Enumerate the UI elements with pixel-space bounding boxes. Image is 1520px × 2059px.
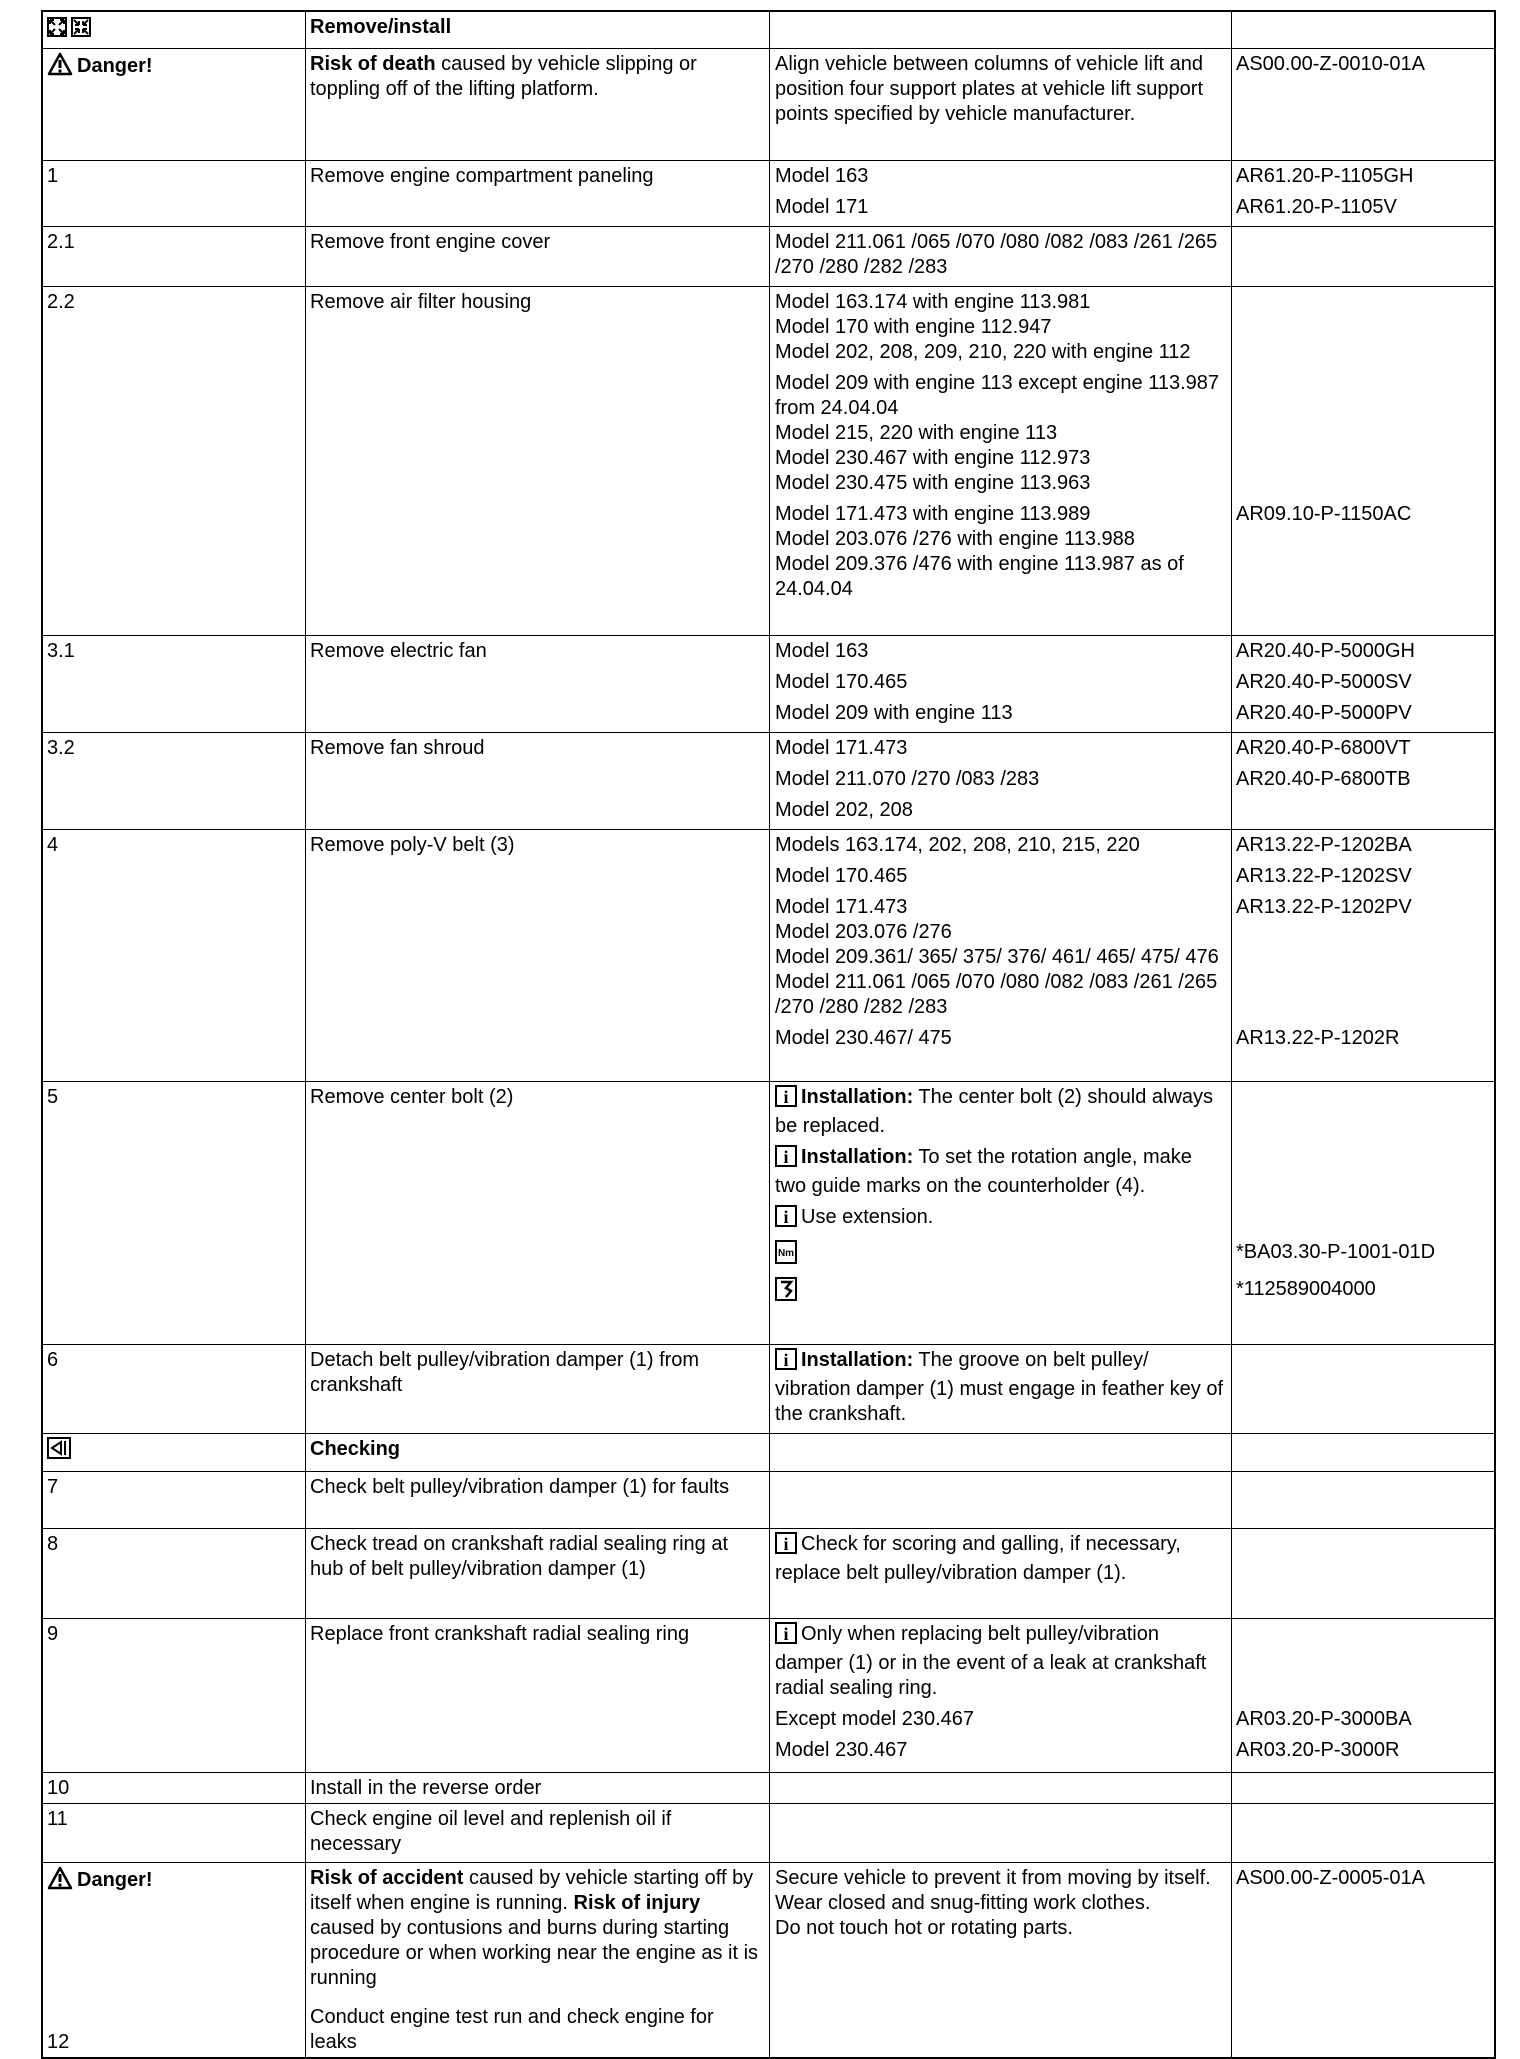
document-reference bbox=[1231, 1205, 1496, 1234]
step-action: Replace front crankshaft radial sealing ring bbox=[306, 1619, 770, 1772]
step-row bbox=[43, 1773, 1494, 1804]
step-action: Remove fan shroud bbox=[306, 733, 770, 829]
danger-label bbox=[47, 52, 300, 83]
detail-entry bbox=[770, 1738, 1496, 1763]
step-action: Remove center bolt (2) bbox=[306, 1082, 770, 1344]
checking-section-row bbox=[43, 1434, 1494, 1472]
step-row bbox=[43, 227, 1494, 287]
info-icon bbox=[775, 1532, 797, 1561]
detail-entry bbox=[770, 1205, 1496, 1234]
danger-cell bbox=[43, 1863, 306, 2057]
detail-text-content: Model 230.467 bbox=[775, 1739, 908, 1761]
section-title-cell bbox=[306, 1434, 770, 1471]
detail-text bbox=[770, 736, 1231, 761]
detail-entry bbox=[770, 895, 1496, 1020]
step-number: 9 bbox=[43, 1619, 306, 1772]
step-row bbox=[43, 287, 1494, 636]
detail-entry bbox=[770, 227, 1496, 280]
danger-text-cell bbox=[306, 49, 770, 160]
step-row bbox=[43, 636, 1494, 733]
step-number: 4 bbox=[43, 830, 306, 1081]
svg-text:i: i bbox=[783, 1087, 789, 1107]
document-reference[interactable]: AR13.22-P-1202BA bbox=[1236, 834, 1412, 856]
detail-entry bbox=[770, 1240, 1496, 1271]
step-details bbox=[770, 287, 1496, 635]
step-details bbox=[770, 733, 1496, 829]
detail-text-content: Model 171.473 bbox=[775, 737, 908, 759]
document-reference[interactable]: AR13.22-P-1202SV bbox=[1236, 865, 1412, 887]
detail-text bbox=[770, 1240, 1231, 1271]
step-row bbox=[43, 1529, 1494, 1619]
step-details bbox=[770, 1619, 1496, 1772]
step-number: 2.2 bbox=[43, 287, 306, 635]
detail-text-content: Model 163.174 with engine 113.981 Model 170 with engine 112.947 Model 202, 208, 209, 210, 220 with engine 112 bbox=[775, 291, 1191, 363]
step-details bbox=[770, 227, 1496, 286]
document-reference bbox=[1231, 798, 1496, 823]
detail-entry bbox=[770, 798, 1496, 823]
step-row bbox=[43, 1082, 1494, 1345]
detail-text-content: Model 171 bbox=[775, 196, 869, 218]
step-number: 11 bbox=[43, 1804, 306, 1862]
info-icon bbox=[775, 1085, 797, 1114]
detail-text bbox=[770, 767, 1231, 792]
detail-text bbox=[770, 895, 1231, 1020]
document-reference[interactable]: AR20.40-P-5000GH bbox=[1236, 640, 1415, 662]
document-reference[interactable]: AR13.22-P-1202R bbox=[1236, 1027, 1400, 1049]
detail-text bbox=[770, 1348, 1231, 1427]
info-icon bbox=[775, 1205, 797, 1234]
detail-text-content: Model 202, 208 bbox=[775, 799, 913, 821]
emphasis-text: Risk of injury bbox=[573, 1892, 701, 1914]
danger-label-text: Danger! bbox=[77, 55, 153, 77]
section-title-cell bbox=[306, 12, 770, 48]
detail-entry bbox=[770, 767, 1496, 792]
step-number: 3.2 bbox=[43, 733, 306, 829]
detail-text bbox=[770, 371, 1231, 496]
detail-text-content: Model 171.473 with engine 113.989 Model 203.076 /276 with engine 113.988 Model 209.376 /476 with engine 113.987 as of 24.04.04 bbox=[775, 503, 1184, 600]
body-text: caused by vehicle starting off by itself when engine is running. bbox=[310, 1867, 754, 1914]
detail-text bbox=[770, 670, 1231, 695]
document-reference bbox=[1231, 1532, 1496, 1586]
step-number: 12 bbox=[47, 2031, 70, 2053]
danger-cell bbox=[43, 49, 306, 160]
svg-text:i: i bbox=[783, 1350, 789, 1370]
detail-text bbox=[770, 864, 1231, 889]
detail-text-content: Model 209 with engine 113 except engine 113.987 from 24.04.04 Model 215, 220 with engine 113 Model 230.467 with engine 112.973 Model 230.475 with engine 113.963 bbox=[775, 372, 1220, 494]
detail-entry bbox=[770, 1277, 1496, 1308]
empty-cell bbox=[770, 1434, 1496, 1471]
detail-entry bbox=[770, 1145, 1496, 1199]
step-action: Remove engine compartment paneling bbox=[306, 161, 770, 226]
step-details bbox=[770, 636, 1496, 732]
checking-icon-cell bbox=[43, 1434, 306, 1471]
detail-text-content: Check for scoring and galling, if necessary, replace belt pulley/vibration damper (1). bbox=[775, 1533, 1181, 1584]
step-number: 5 bbox=[43, 1082, 306, 1344]
step-number: 10 bbox=[43, 1773, 306, 1803]
detail-entry bbox=[770, 1529, 1496, 1586]
detail-entry bbox=[770, 636, 1496, 664]
detail-entry bbox=[770, 161, 1496, 189]
step-action: Remove air filter housing bbox=[306, 287, 770, 635]
detail-entry bbox=[770, 1619, 1496, 1701]
step-row bbox=[43, 733, 1494, 830]
note-label: Installation: bbox=[801, 1349, 914, 1371]
detail-entry bbox=[770, 502, 1496, 602]
collapse-icon[interactable] bbox=[71, 17, 91, 44]
header-icons-cell bbox=[43, 12, 306, 48]
special-tool-icon bbox=[775, 1277, 797, 1308]
instruction-text: Align vehicle between columns of vehicle lift and position four support plates at vehicle lift support points specified by vehicle manufacturer. bbox=[775, 53, 1204, 125]
step-details bbox=[770, 1804, 1496, 1862]
detail-text-content: To set the rotation angle, make two guide marks on the counterholder (4). bbox=[775, 1146, 1192, 1197]
detail-entry bbox=[770, 287, 1496, 365]
step-details bbox=[770, 1082, 1496, 1344]
detail-entry bbox=[770, 670, 1496, 695]
detail-text-content: Model 211.061 /065 /070 /080 /082 /083 /261 /265 /270 /280 /282 /283 bbox=[775, 231, 1218, 278]
danger-row bbox=[43, 1863, 1494, 2057]
expand-icon[interactable] bbox=[47, 17, 67, 44]
document-reference[interactable]: *BA03.30-P-1001-01D bbox=[1236, 1241, 1436, 1263]
step-row bbox=[43, 1804, 1494, 1863]
step-number: 8 bbox=[43, 1529, 306, 1618]
detail-text bbox=[770, 1622, 1231, 1701]
step-row bbox=[43, 1345, 1494, 1434]
step-action: Check engine oil level and replenish oil if necessary bbox=[306, 1804, 770, 1862]
step-action: Remove front engine cover bbox=[306, 227, 770, 286]
detail-text bbox=[770, 1738, 1231, 1763]
svg-text:i: i bbox=[783, 1207, 789, 1227]
step-number: 3.1 bbox=[43, 636, 306, 732]
instruction-cell bbox=[770, 49, 1496, 160]
step-action: Conduct engine test run and check engine for leaks bbox=[310, 2006, 714, 2053]
document-reference[interactable]: AR09.10-P-1150AC bbox=[1236, 503, 1412, 525]
torque-nm-icon bbox=[775, 1240, 797, 1271]
document-reference bbox=[1231, 1622, 1496, 1701]
step-action: Check tread on crankshaft radial sealing ring at hub of belt pulley/vibration damper (1) bbox=[306, 1529, 770, 1618]
document-reference[interactable]: AR03.20-P-3000BA bbox=[1236, 1708, 1412, 1730]
step-number: 1 bbox=[43, 161, 306, 226]
detail-text bbox=[770, 639, 1231, 664]
step-row bbox=[43, 1472, 1494, 1529]
section-header-row bbox=[43, 12, 1494, 49]
document-reference bbox=[1231, 371, 1496, 496]
detail-entry bbox=[770, 1026, 1496, 1051]
detail-text bbox=[770, 164, 1231, 189]
step-details bbox=[770, 1529, 1496, 1618]
detail-text-content: Model 211.070 /270 /083 /283 bbox=[775, 768, 1040, 790]
document-reference[interactable]: AR20.40-P-5000PV bbox=[1236, 702, 1412, 724]
danger-description bbox=[310, 1866, 764, 1991]
step-row bbox=[43, 161, 1494, 227]
section-title: Remove/install bbox=[310, 16, 452, 38]
detail-text-content: The center bolt (2) should always be replaced. bbox=[775, 1086, 1214, 1137]
step-number: 7 bbox=[43, 1472, 306, 1528]
svg-text:i: i bbox=[783, 1147, 789, 1167]
step-action: Remove poly-V belt (3) bbox=[306, 830, 770, 1081]
document-reference[interactable]: AR61.20-P-1105V bbox=[1236, 196, 1397, 218]
detail-text bbox=[770, 1085, 1231, 1139]
step-details bbox=[770, 1472, 1496, 1528]
document-reference[interactable]: AS00.00-Z-0010-01A bbox=[1236, 53, 1426, 75]
instruction-cell bbox=[770, 1863, 1496, 2057]
danger-description bbox=[310, 52, 764, 102]
danger-row bbox=[43, 49, 1494, 161]
document-reference bbox=[1231, 1145, 1496, 1199]
detail-text-content: Only when replacing belt pulley/vibration damper (1) or in the event of a leak at crankshaft radial sealing ring. bbox=[775, 1623, 1207, 1699]
warning-icon bbox=[47, 52, 73, 83]
detail-text bbox=[770, 798, 1231, 823]
info-icon bbox=[775, 1622, 797, 1651]
svg-text:Nm: Nm bbox=[777, 1248, 795, 1259]
danger-label-text: Danger! bbox=[77, 1869, 153, 1891]
document-reference[interactable]: AR61.20-P-1105GH bbox=[1236, 165, 1414, 187]
document-reference[interactable]: *112589004000 bbox=[1236, 1278, 1376, 1300]
step-details bbox=[770, 1345, 1496, 1433]
document-reference[interactable]: AR03.20-P-3000R bbox=[1236, 1739, 1400, 1761]
info-icon bbox=[775, 1348, 797, 1377]
svg-text:i: i bbox=[783, 1534, 789, 1554]
note-label: Installation: bbox=[801, 1146, 914, 1168]
detail-text bbox=[770, 1205, 1231, 1234]
step-action: Remove electric fan bbox=[306, 636, 770, 732]
detail-text-content: Model 170.465 bbox=[775, 865, 908, 887]
detail-text-content: Model 163 bbox=[775, 640, 869, 662]
step-action: Install in the reverse order bbox=[306, 1773, 770, 1803]
warning-icon bbox=[47, 1866, 73, 1897]
step-number: 2.1 bbox=[43, 227, 306, 286]
emphasis-text: Risk of accident bbox=[310, 1867, 464, 1889]
svg-text:i: i bbox=[783, 1624, 789, 1644]
detail-entry bbox=[770, 1345, 1496, 1427]
document-reference[interactable]: AS00.00-Z-0005-01A bbox=[1236, 1867, 1426, 1889]
detail-text-content: Models 163.174, 202, 208, 210, 215, 220 bbox=[775, 834, 1140, 856]
detail-text bbox=[770, 701, 1231, 726]
detail-text bbox=[770, 1707, 1231, 1732]
detail-text bbox=[770, 1026, 1231, 1051]
body-text: caused by vehicle slipping or toppling off of the lifting platform. bbox=[310, 53, 697, 100]
detail-entry bbox=[770, 733, 1496, 761]
detail-entry bbox=[770, 371, 1496, 496]
detail-text-content: Use extension. bbox=[801, 1206, 934, 1228]
note-label: Installation: bbox=[801, 1086, 914, 1108]
document-reference bbox=[1231, 230, 1496, 280]
step-details bbox=[770, 830, 1496, 1081]
step-action: Check belt pulley/vibration damper (1) for faults bbox=[306, 1472, 770, 1528]
detail-text-content: Model 163 bbox=[775, 165, 869, 187]
detail-text bbox=[770, 195, 1231, 220]
document-reference[interactable]: AR13.22-P-1202PV bbox=[1236, 896, 1412, 918]
detail-entry bbox=[770, 830, 1496, 858]
detail-entry bbox=[770, 864, 1496, 889]
emphasis-text: Risk of death bbox=[310, 53, 436, 75]
detail-text bbox=[770, 1145, 1231, 1199]
document-reference[interactable]: AR20.40-P-5000SV bbox=[1236, 671, 1412, 693]
detail-text bbox=[770, 1277, 1231, 1308]
step-details bbox=[770, 161, 1496, 226]
instruction-text: Secure vehicle to prevent it from moving by itself. Wear closed and snug-fitting work clothes. Do not touch hot or rotating parts. bbox=[775, 1867, 1211, 1939]
document-reference bbox=[1231, 290, 1496, 365]
detail-text bbox=[770, 1532, 1231, 1586]
body-text: caused by contusions and burns during starting procedure or when working near the engine as it is running bbox=[310, 1917, 759, 1989]
detail-text-content: Except model 230.467 bbox=[775, 1708, 975, 1730]
detail-text-content: Model 230.467/ 475 bbox=[775, 1027, 952, 1049]
detail-entry bbox=[770, 701, 1496, 726]
detail-entry bbox=[770, 1082, 1496, 1139]
entry bbox=[770, 49, 1496, 127]
detail-text bbox=[770, 230, 1231, 280]
detail-text bbox=[770, 833, 1231, 858]
empty-cell bbox=[770, 12, 1496, 48]
document-reference bbox=[1231, 1348, 1496, 1427]
detail-entry bbox=[770, 1707, 1496, 1732]
detail-text-content: The groove on belt pulley/ vibration damper (1) must engage in feather key of the crankshaft. bbox=[775, 1349, 1224, 1425]
detail-text-content: Model 209 with engine 113 bbox=[775, 702, 1013, 724]
danger-text-cell bbox=[306, 1863, 770, 2057]
document-reference[interactable]: AR20.40-P-6800TB bbox=[1236, 768, 1411, 790]
document-reference bbox=[1231, 1085, 1496, 1139]
step-action: Detach belt pulley/vibration damper (1) from crankshaft bbox=[306, 1345, 770, 1433]
document-reference[interactable]: AR20.40-P-6800VT bbox=[1236, 737, 1411, 759]
entry bbox=[770, 1863, 1496, 1941]
step-details bbox=[770, 1773, 1496, 1803]
step-row bbox=[43, 1619, 1494, 1773]
danger-label bbox=[47, 1866, 300, 1897]
detail-text bbox=[770, 290, 1231, 365]
detail-text bbox=[770, 502, 1231, 602]
info-icon bbox=[775, 1145, 797, 1174]
detail-entry bbox=[770, 195, 1496, 220]
procedure-table bbox=[41, 10, 1496, 2059]
step-number: 6 bbox=[43, 1345, 306, 1433]
checking-icon bbox=[47, 1437, 71, 1466]
detail-text-content: Model 171.473 Model 203.076 /276 Model 209.361/ 365/ 375/ 376/ 461/ 465/ 475/ 476 Model 211.061 /065 /070 /080 /082 /083 /261 /265 /270 /280 /282 /283 bbox=[775, 896, 1219, 1018]
detail-text-content: Model 170.465 bbox=[775, 671, 908, 693]
step-row bbox=[43, 830, 1494, 1082]
section-title: Checking bbox=[310, 1438, 401, 1460]
